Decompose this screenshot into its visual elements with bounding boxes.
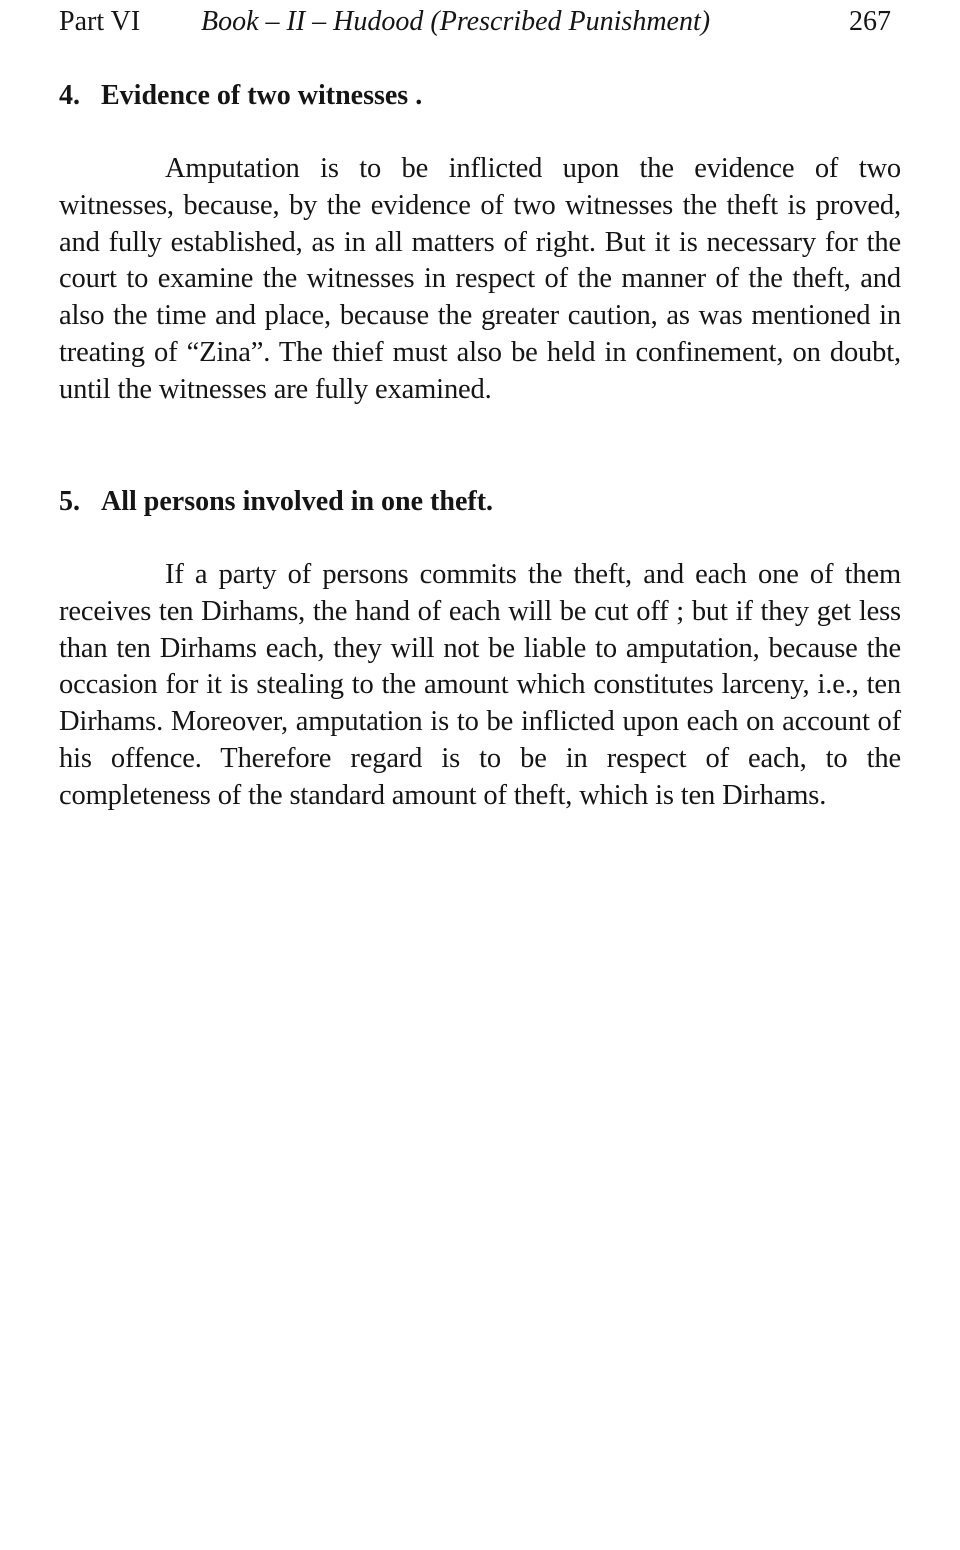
part-label: Part VI	[59, 6, 141, 37]
book-title: Book – II – Hudood (Prescribed Punishment)	[201, 6, 711, 37]
running-header	[59, 4, 891, 40]
section-title: All persons involved in one theft.	[101, 486, 494, 517]
section-number: 4.	[59, 80, 80, 111]
section-heading	[59, 484, 901, 520]
page-number: 267	[849, 6, 891, 37]
section-heading	[59, 78, 901, 114]
section-number: 5.	[59, 486, 80, 517]
section-paragraph: Amputation is to be inflicted upon the evidence of two witnesses, because, by the evidence of two witnesses the theft is proved, and fully established, as in all matters of right. But it is necessary for the court to examine the witnesses in respect of the manner of the theft, and also the time and place, because the greater caution, as was mentioned in treating of “Zina”. The thief must also be held in confinement, on doubt, until the witnesses are fully examined.	[59, 153, 901, 405]
section-paragraph: If a party of persons commits the theft, and each one of them receives ten Dirhams, the hand of each will be cut off ; but if they get less than ten Dirhams each, they will not be liable to amputation, because the occasion for it is stealing to the amount which constitutes larceny, i.e., ten Dirhams. Moreover, amputation is to be inflicted upon each on account of his offence. Therefore regard is to be in respect of each, to the completeness of the standard amount of theft, which is ten Dirhams.	[59, 559, 901, 811]
section-title: Evidence of two witnesses .	[101, 80, 423, 111]
section-persons-involved	[59, 484, 901, 815]
section-evidence-witnesses	[59, 78, 901, 409]
